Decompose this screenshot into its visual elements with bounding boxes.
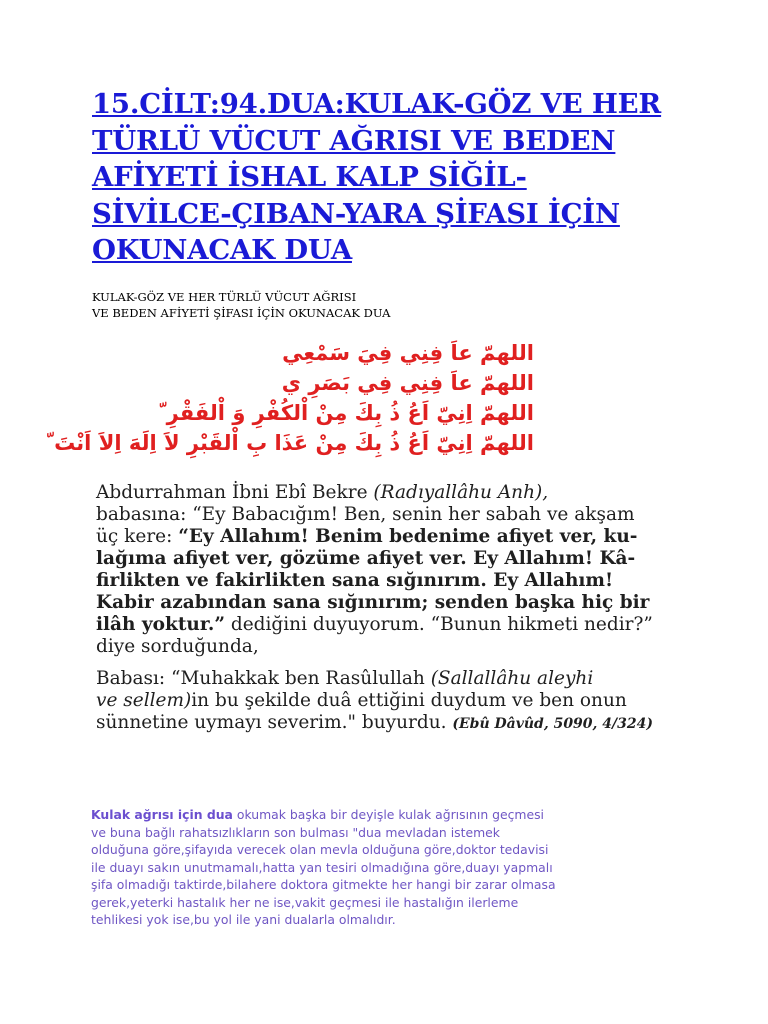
hadith-line: lağıma afiyet ver, gözüme afiyet ver. Ey Allahım! Kâ-: [96, 548, 636, 569]
hadith-line: ilâh yoktur.” dediğini duyuyorum. “Bunun hikmeti nedir?”: [96, 614, 653, 635]
paragraph-line: şifa olmadığı taktirde,bilahere doktora gitmekte her hangi bir zarar olmasa: [91, 877, 556, 892]
hadith-line: Kabir azabından sana sığınırım; senden başka hiç bir: [96, 592, 650, 613]
subtitle-line: KULAK-GÖZ VE HER TÜRLÜ VÜCUT AĞRISI: [92, 290, 357, 304]
hadith-line: firlikten ve fakirlikten sana sığınırım. Ey Allahım!: [96, 570, 614, 591]
paragraph-line: gerek,yeterki hastalık her ne ise,vakit geçmesi ile hastalığın ilerleme: [91, 894, 519, 910]
paragraph-line: Kulak ağrısı için dua okumak başka bir deyişle kulak ağrısının geçmesi: [91, 807, 544, 822]
subtitle-line: VE BEDEN AFİYETİ ŞİFASI İÇİN OKUNACAK DUA: [92, 306, 391, 320]
hadith-line: Babası: “Muhakkak ben Rasûlullah (Sallallâhu aleyhi: [96, 668, 594, 689]
arabic-line: اللهمّ اِنِيّ اَعُ ذُ بِكَ مِنْ اْلكُفْرِ وَ اْلفَقْرِ ّ: [159, 401, 534, 425]
paragraph-lead: Kulak ağrısı için dua: [91, 807, 233, 822]
hadith-line: üç kere: “Ey Allahım! Benim bedenime afiyet ver, ku-: [96, 526, 638, 547]
paragraph-line: ile duayı sakın unutmamalı,hatta yan tesiri olmadığına göre,duayı yapmalı: [91, 859, 553, 875]
arabic-line: اللهمّ عاَ فِنِي فِيَ سَمْعِي: [282, 341, 534, 365]
hadith-line: Abdurrahman İbni Ebî Bekre (Radıyallâhu Anh),: [96, 482, 549, 503]
hadith-line: sünnetine uymayı severim." buyurdu. (Ebû Dâvûd, 5090, 4/324): [96, 712, 653, 733]
arabic-line: اللهمّ عاَ فِنِي فِي بَصَرِ ي: [281, 371, 534, 395]
hadith-line: babasına: “Ey Babacığım! Ben, senin her sabah ve akşam: [96, 504, 635, 525]
hadith-line: diye sorduğunda,: [96, 636, 259, 657]
page-title[interactable]: 15.CİLT:94.DUA:KULAK-GÖZ VE HER TÜRLÜ VÜCUT AĞRISI VE BEDEN AFİYETİ İSHAL KALP SİĞİL- SİVİLCE-ÇIBAN-YARA ŞİFASI İÇİN OKUNACAK DUA: [92, 88, 662, 266]
hadith-scan-image: [96, 482, 696, 758]
explanation-paragraph: [91, 806, 691, 929]
paragraph-line: ve buna bağlı rahatsızlıkların son bulması "dua mevladan istemek: [91, 824, 500, 840]
subtitle: [92, 289, 692, 321]
paragraph-line: olduğuna göre,şifayıda verecek olan mevla olduğuna göre,doktor tedavisi: [91, 842, 549, 857]
paragraph-line: tehlikesi yok ise,bu yol ile yani dualarla olmalıdır.: [91, 912, 396, 927]
arabic-dua-image: [46, 338, 534, 458]
hadith-line: ve sellem)in bu şekilde duâ ettiğini duydum ve ben onun: [96, 690, 627, 711]
arabic-line: اللهمّ اِنِيّ اَعُ ذُ بِكَ مِنْ عَذَا بِ اْلقَبْرِ لاَ اِلَهَ اِلاَ اَنْتَ ّ: [46, 431, 534, 455]
